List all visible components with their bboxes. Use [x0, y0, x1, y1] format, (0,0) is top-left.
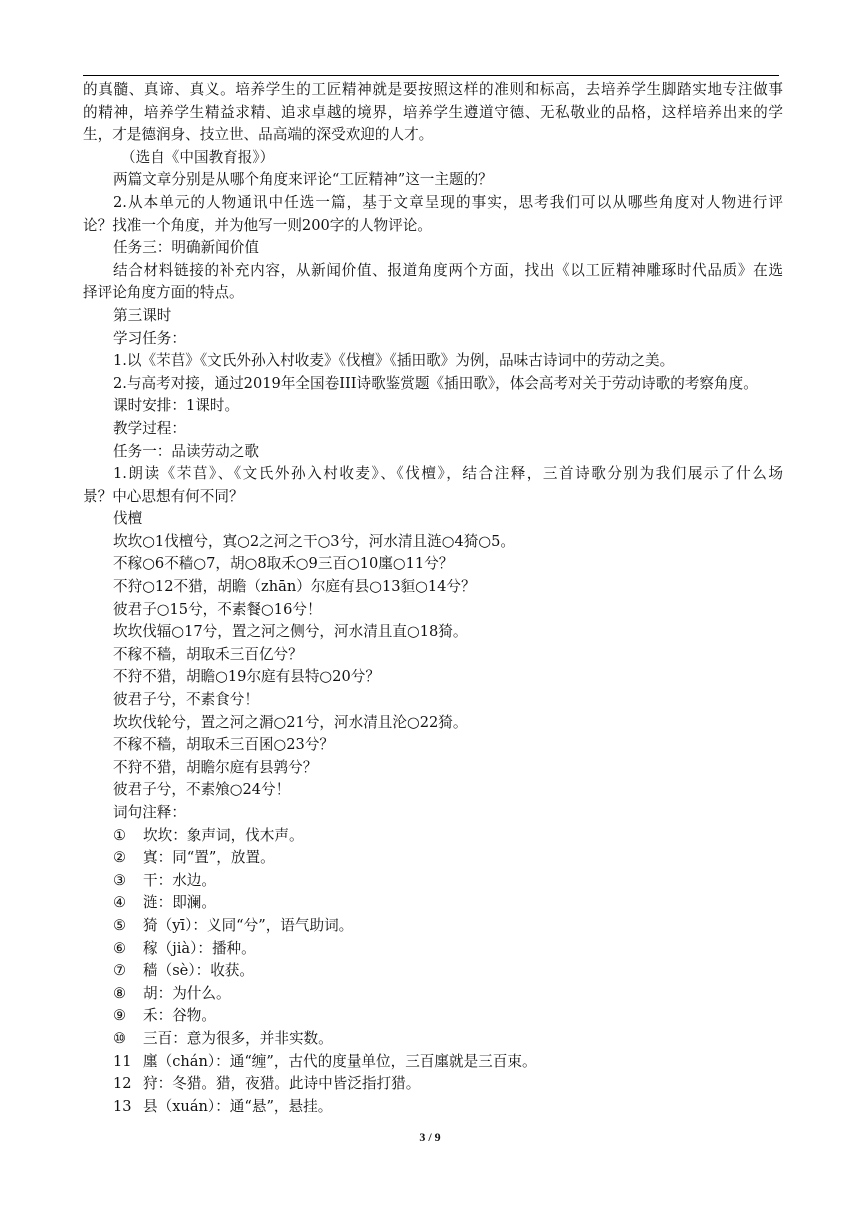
label-text: 教学过程： [113, 419, 186, 437]
note-text: 狩：冬猎。猎，夜猎。此诗中皆泛指打猎。 [143, 1075, 421, 1093]
note-text: 三百：意为很多，并非实数。 [143, 1029, 333, 1047]
note-item [83, 915, 783, 938]
paragraph-line: 景？中心思想有何不同？ [83, 487, 244, 505]
note-item [83, 847, 783, 870]
paragraph-line: 结合材料链接的补充内容，从新闻价值、报道角度两个方面，找出《以工匠精神雕琢时代品质》在选 [113, 261, 783, 279]
label-text: 学习任务： [113, 329, 186, 347]
page-number: 3 / 9 [419, 1130, 441, 1144]
note-item [83, 1096, 783, 1119]
question-text: 两篇文章分别是从哪个角度来评论“工匠精神”这一主题的？ [113, 171, 493, 189]
note-number: ⑤ [113, 916, 127, 934]
source-citation: （选自《中国教育报》） [121, 148, 275, 166]
poem-line: 彼君子○15兮，不素餐○16兮！ [113, 600, 322, 618]
note-item [83, 870, 783, 893]
poem-line: 彼君子兮，不素食兮！ [113, 691, 259, 709]
poem-line: 不稼不穑，胡取禾三百亿兮？ [113, 645, 303, 663]
note-item [83, 938, 783, 961]
list-item: 2.与高考对接，通过2019年全国卷III诗歌鉴赏题《插田歌》，体会高考对关于劳动诗歌的考察角度。 [113, 374, 758, 392]
poem-title: 伐檀 [113, 510, 143, 528]
note-number: ⑥ [113, 939, 127, 957]
notes-label: 词句注释： [113, 804, 186, 821]
section-heading: 第三课时 [113, 306, 172, 324]
note-text: 干：水边。 [143, 871, 216, 889]
note-item [83, 960, 783, 983]
paragraph-line: 的真髓、真谛、真义。培养学生的工匠精神就是要按照这样的准则和标高，去培养学生脚踏实地专注做事 [83, 81, 783, 98]
note-text: 涟：即澜。 [143, 894, 216, 912]
note-number: ⑧ [113, 984, 127, 1002]
poem-line: 不狩不猎，胡瞻○19尔庭有县特○20兮？ [113, 668, 380, 686]
note-item [83, 1073, 783, 1096]
section-heading: 任务三：明确新闻价值 [113, 239, 259, 257]
note-text: 坎坎：象声词，伐木声。 [143, 826, 304, 844]
note-text: 寘：同“置”，放置。 [143, 849, 275, 867]
note-item [83, 892, 783, 915]
note-item [83, 1051, 783, 1074]
note-text: 廛（chán）：通“缠”，古代的度量单位，三百廛就是三百束。 [143, 1052, 537, 1070]
note-number: 12 [113, 1075, 132, 1093]
note-number: ③ [113, 871, 127, 889]
note-item [83, 1028, 783, 1051]
paragraph-line: 1.朗读《芣苢》、《文氏外孙入村收麦》、《伐檀》，结合注释，三首诗歌分别为我们展示了什么场 [113, 465, 783, 483]
poem-line: 不稼不穑，胡取禾三百囷○23兮？ [113, 736, 335, 754]
note-text: 县（xuán）：通“悬”，悬挂。 [143, 1097, 333, 1115]
note-text: 猗（yī）：义同“兮”，语气助词。 [143, 916, 354, 934]
note-text: 胡：为什么。 [143, 984, 231, 1002]
header-rule [83, 75, 779, 76]
note-item [83, 825, 783, 848]
note-item [83, 1005, 783, 1028]
document-body [83, 79, 783, 1118]
note-number: 11 [113, 1052, 132, 1070]
note-text: 穑（sè）：收获。 [143, 962, 254, 980]
poem-line: 坎坎伐辐○17兮，置之河之侧兮，河水清且直○18猗。 [113, 623, 468, 641]
question-text: 2.从本单元的人物通讯中任选一篇，基于文章呈现的事实，思考我们可以从哪些角度对人物进行评 [113, 193, 783, 211]
poem-line: 坎坎○1伐檀兮，寘○2之河之干○3兮，河水清且涟○4猗○5。 [113, 532, 515, 550]
poem-line: 坎坎伐轮兮，置之河之漘○21兮，河水清且沦○22猗。 [113, 713, 468, 731]
note-text: 禾：谷物。 [143, 1007, 216, 1025]
note-number: ⑦ [113, 962, 127, 980]
note-number: ① [113, 826, 127, 844]
note-item [83, 983, 783, 1006]
poem-line: 不狩○12不猎，胡瞻（zhān）尔庭有县○13貆○14兮？ [113, 578, 476, 596]
note-number: ⑩ [113, 1029, 127, 1047]
poem-line: 不稼○6不穑○7，胡○8取禾○9三百○10廛○11兮？ [113, 555, 454, 573]
note-number: ② [113, 849, 127, 867]
note-number: 13 [113, 1097, 132, 1115]
list-item: 1.以《芣苢》《文氏外孙入村收麦》《伐檀》《插田歌》为例，品味古诗词中的劳动之美。 [113, 352, 675, 370]
paragraph-line: 择评论角度方面的特点。 [83, 284, 244, 302]
poem-line: 不狩不猎，胡瞻尔庭有县鹑兮？ [113, 758, 318, 776]
note-number: ⑨ [113, 1007, 127, 1025]
note-number: ④ [113, 894, 127, 912]
paragraph-line: 生，才是德润身、技立世、品高端的深受欢迎的人才。 [83, 126, 434, 144]
label-text: 课时安排：1课时。 [113, 397, 240, 415]
note-text: 稼（jià）：播种。 [143, 939, 256, 957]
paragraph-line: 的精神，培养学生精益求精、追求卓越的境界，培养学生遵道守德、无私敬业的品格，这样培养出来的学 [83, 103, 783, 121]
poem-line: 彼君子兮，不素飧○24兮！ [113, 781, 291, 799]
section-heading: 任务一：品读劳动之歌 [113, 442, 259, 460]
question-text: 论？找准一个角度，并为他写一则200字的人物评论。 [83, 216, 432, 234]
